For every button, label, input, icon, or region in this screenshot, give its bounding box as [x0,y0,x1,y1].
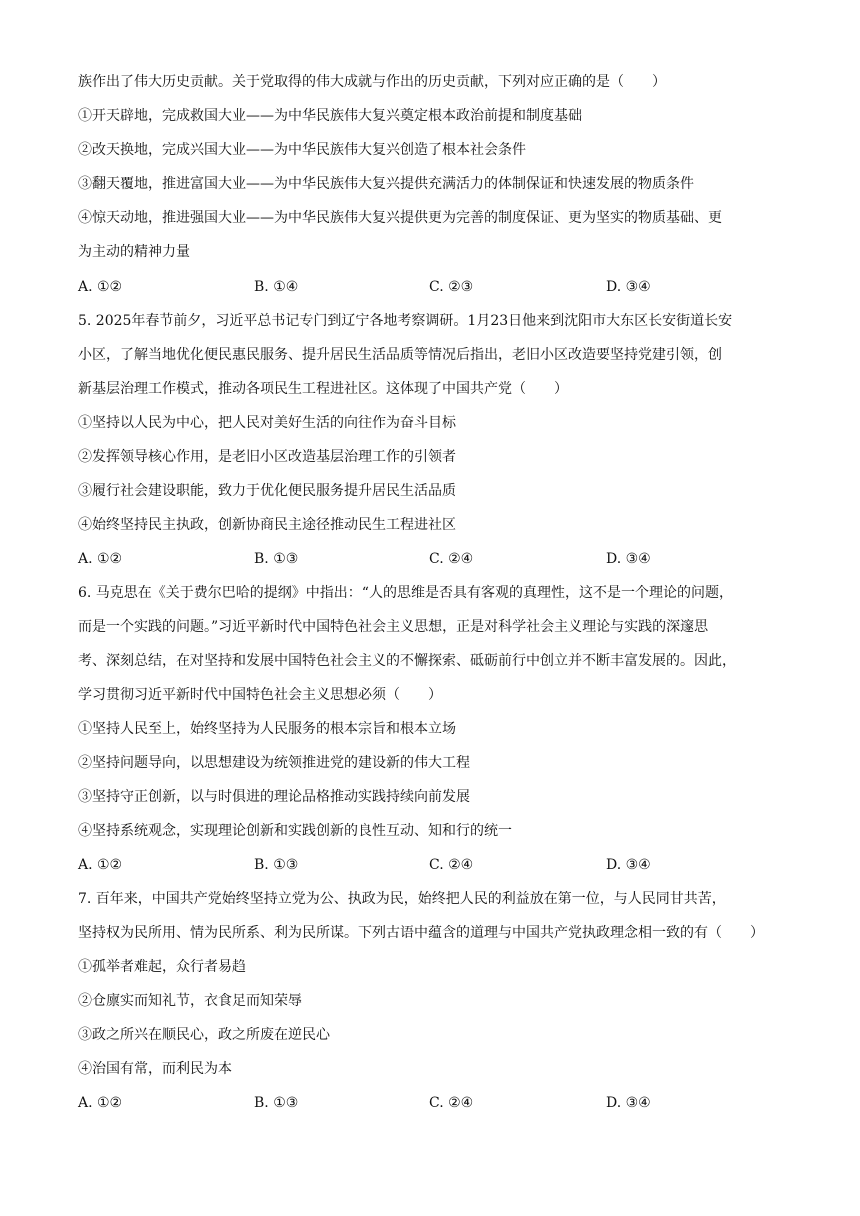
q5-option-b[interactable]: B. ①③ [254,551,299,567]
q7-options [78,1093,790,1113]
q6-option-a[interactable]: A. ①② [78,857,123,873]
q4-item-2: ②改天换地，完成兴国大业——为中华民族伟大复兴创造了根本社会条件 [78,142,526,158]
q6-item-4: ④坚持系统观念，实现理论创新和实践创新的良性互动、知和行的统一 [78,823,512,839]
q6-item-1: ①坚持人民至上，始终坚持为人民服务的根本宗旨和根本立场 [78,721,456,737]
q6-item-2: ②坚持问题导向，以思想建设为统领推进党的建设新的伟大工程 [78,755,470,771]
q4-item-4: ④惊天动地，推进强国大业——为中华民族伟大复兴提供更为完善的制度保证、更为坚实的物质基础、更 [78,210,722,226]
q6-options [78,855,790,875]
q7-item-3: ③政之所兴在顺民心，政之所废在逆民心 [78,1027,330,1043]
q5-stem-line-1: 5. 2025年春节前夕，习近平总书记专门到辽宁各地考察调研。1月23日他来到沈阳市大东区长安街道长安 [78,313,733,329]
q4-option-a[interactable]: A. ①② [78,279,123,295]
q5-option-c[interactable]: C. ②④ [429,551,474,567]
q6-stem-line-3: 考、深刻总结，在对坚持和发展中国特色社会主义的不懈探索、砥砺前行中创立并不断丰富发展的。因此， [78,653,736,669]
q5-item-1: ①坚持以人民为中心，把人民对美好生活的向往作为奋斗目标 [78,415,456,431]
q6-stem-line-4: 学习贯彻习近平新时代中国特色社会主义思想必须（ ） [78,687,442,703]
q7-item-1: ①孤举者难起，众行者易趋 [78,959,246,975]
q4-item-3: ③翻天覆地，推进富国大业——为中华民族伟大复兴提供充满活力的体制保证和快速发展的物质条件 [78,176,694,192]
q5-item-3: ③履行社会建设职能，致力于优化便民服务提升居民生活品质 [78,483,456,499]
q4-options [78,277,790,297]
q7-option-b[interactable]: B. ①③ [254,1095,299,1111]
q7-stem-line-2: 坚持权为民所用、情为民所系、利为民所谋。下列古语中蕴含的道理与中国共产党执政理念相一致的有（ ） [78,925,764,941]
q7-option-d[interactable]: D. ③④ [606,1095,651,1111]
q5-options [78,549,790,569]
q5-option-d[interactable]: D. ③④ [606,551,651,567]
q4-item-4-cont: 为主动的精神力量 [78,244,190,260]
q6-stem-line-2: 而是一个实践的问题。”习近平新时代中国特色社会主义思想，正是对科学社会主义理论与实践的深邃思 [78,619,709,635]
q5-item-4: ④始终坚持民主执政，创新协商民主途径推动民生工程进社区 [78,517,456,533]
q7-option-a[interactable]: A. ①② [78,1095,123,1111]
q7-stem-line-1: 7. 百年来，中国共产党始终坚持立党为公、执政为民，始终把人民的利益放在第一位，与人民同甘共苦， [78,891,726,907]
q6-option-c[interactable]: C. ②④ [429,857,474,873]
q4-stem-tail: 族作出了伟大历史贡献。关于党取得的伟大成就与作出的历史贡献，下列对应正确的是（ ） [78,74,666,90]
q5-item-2: ②发挥领导核心作用，是老旧小区改造基层治理工作的引领者 [78,449,456,465]
q4-option-d[interactable]: D. ③④ [606,279,651,295]
q7-option-c[interactable]: C. ②④ [429,1095,474,1111]
q6-option-d[interactable]: D. ③④ [606,857,651,873]
q7-item-2: ②仓廪实而知礼节，衣食足而知荣辱 [78,993,302,1009]
q5-stem-line-2: 小区，了解当地优化便民惠民服务、提升居民生活品质等情况后指出，老旧小区改造要坚持党建引领，创 [78,347,722,363]
q6-option-b[interactable]: B. ①③ [254,857,299,873]
q5-stem-line-3: 新基层治理工作模式，推动各项民生工程进社区。这体现了中国共产党（ ） [78,381,568,397]
q5-option-a[interactable]: A. ①② [78,551,123,567]
q4-option-b[interactable]: B. ①④ [254,279,299,295]
q6-stem-line-1: 6. 马克思在《关于费尔巴哈的提纲》中指出：“人的思维是否具有客观的真理性，这不是一个理论的问题， [78,585,733,601]
q7-item-4: ④治国有常，而利民为本 [78,1061,232,1077]
q4-item-1: ①开天辟地，完成救国大业——为中华民族伟大复兴奠定根本政治前提和制度基础 [78,108,582,124]
q6-item-3: ③坚持守正创新，以与时俱进的理论品格推动实践持续向前发展 [78,789,470,805]
q4-option-c[interactable]: C. ②③ [429,279,474,295]
